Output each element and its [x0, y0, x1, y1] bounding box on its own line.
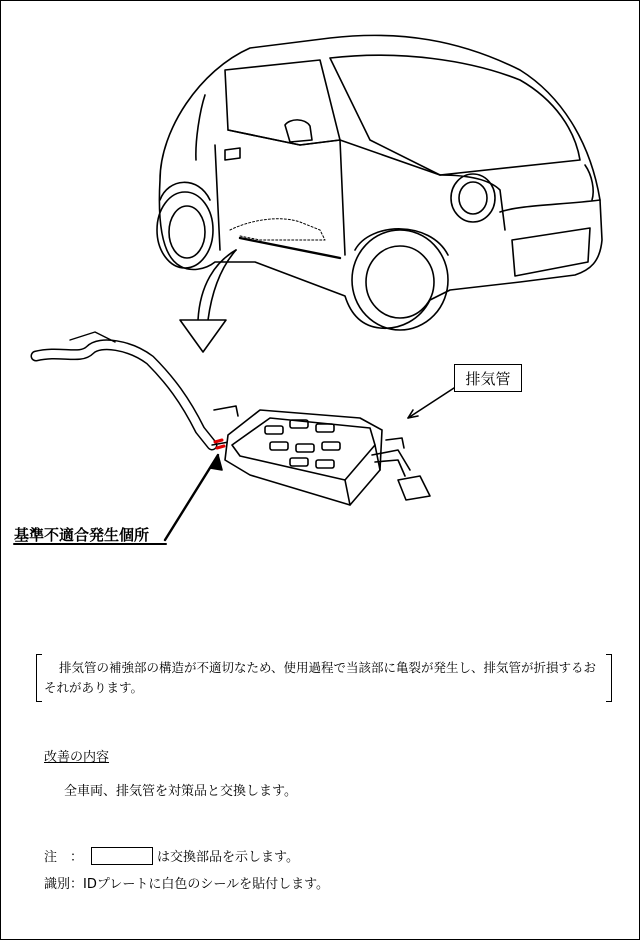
zoom-arrow	[180, 250, 236, 352]
replacement-part-legend-box	[91, 847, 153, 865]
remedy-title: 改善の内容	[44, 750, 110, 765]
exhaust-pipe-label: 排気管	[454, 364, 522, 392]
bracket-left	[36, 654, 42, 702]
remedy-body: 全車両、排気管を対策品と交換します。	[64, 784, 297, 799]
defect-description: 排気管の補強部の構造が不適切なため、使用過程で当該部に亀裂が発生し、排気管が折損するおそれがあります。	[44, 660, 597, 695]
note-line	[44, 846, 299, 865]
note-suffix: は交換部品を示します。	[157, 850, 299, 865]
note-prefix: 注 ：	[44, 850, 84, 865]
defect-location-label: 基準不適合発生個所	[14, 526, 150, 544]
car-illustration	[157, 35, 602, 330]
bracket-right	[606, 654, 612, 702]
description-box	[36, 654, 612, 702]
exhaust-pipe-illustration	[36, 332, 430, 505]
identification-note: 識別：IDプレートに白色のシールを貼付します。	[44, 877, 330, 892]
